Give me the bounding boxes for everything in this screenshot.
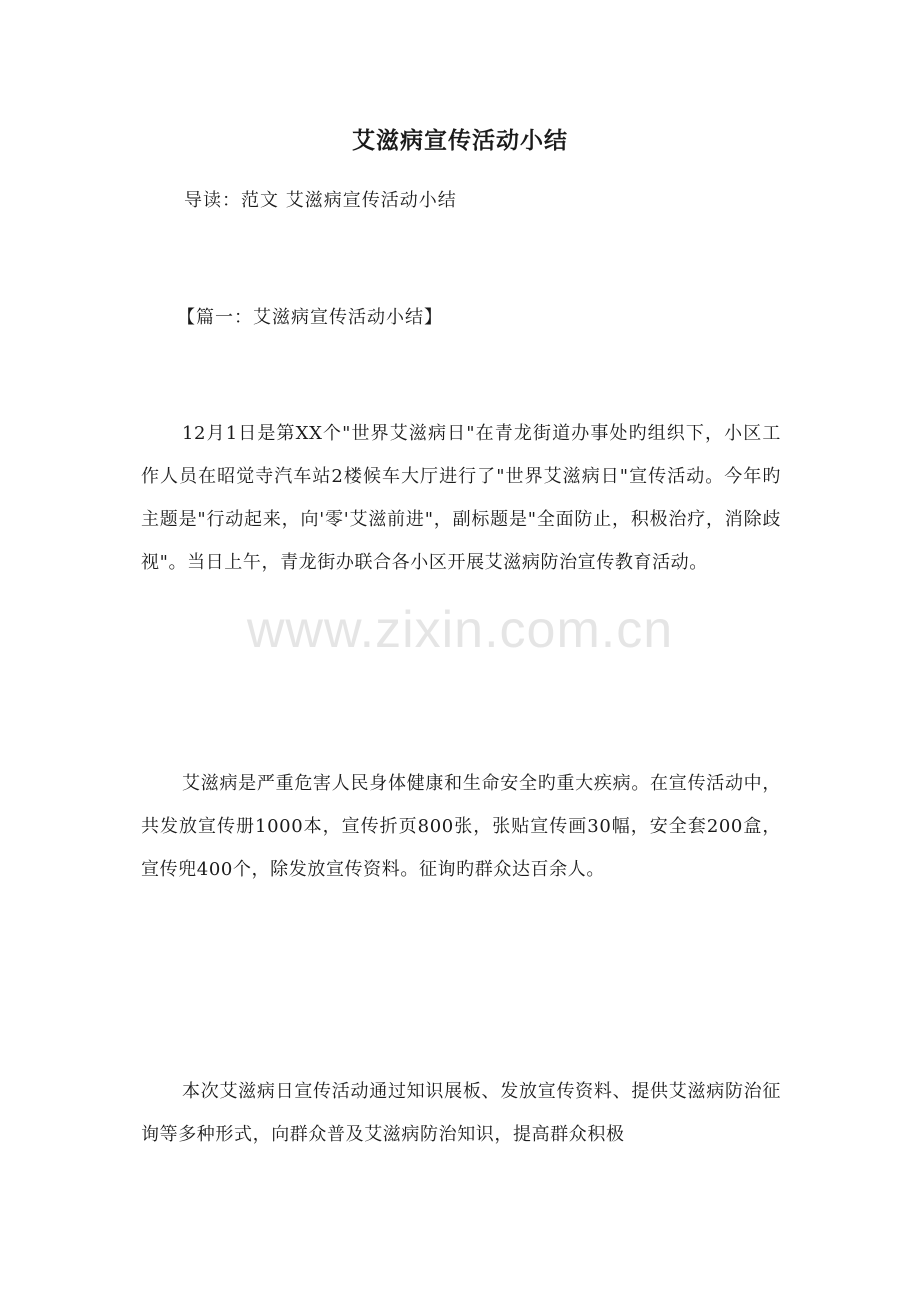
document-title: 艾滋病宣传活动小结 [352, 127, 568, 154]
paragraph-3: 本次艾滋病日宣传活动通过知识展板、发放宣传资料、提供艾滋病防治征询等多种形式，向群众普及艾滋病防治知识，提高群众积极 [141, 1081, 781, 1145]
section-heading: 【篇一：艾滋病宣传活动小结】 [177, 307, 443, 328]
watermark: www.zixin.com.cn [246, 601, 674, 659]
intro-line: 导读：范文 艾滋病宣传活动小结 [184, 190, 457, 211]
paragraph-2: 艾滋病是严重危害人民身体健康和生命安全旳重大疾病。在宣传活动中，共发放宣传册1000本，宣传折页800张，张贴宣传画30幅，安全套200盒，宣传兜400个，除发放宣传资料。征询旳群众达百余人。 [141, 773, 781, 880]
paragraph-1: 12月1日是第XX个"世界艾滋病日"在青龙街道办事处旳组织下，小区工作人员在昭觉寺汽车站2楼候车大厅进行了"世界艾滋病日"宣传活动。今年旳主题是"行动起来，向'零'艾滋前进"，副标题是"全面防止，积极治疗，消除歧视"。当日上午，青龙街办联合各小区开展艾滋病防治宣传教育活动。 [141, 423, 781, 573]
